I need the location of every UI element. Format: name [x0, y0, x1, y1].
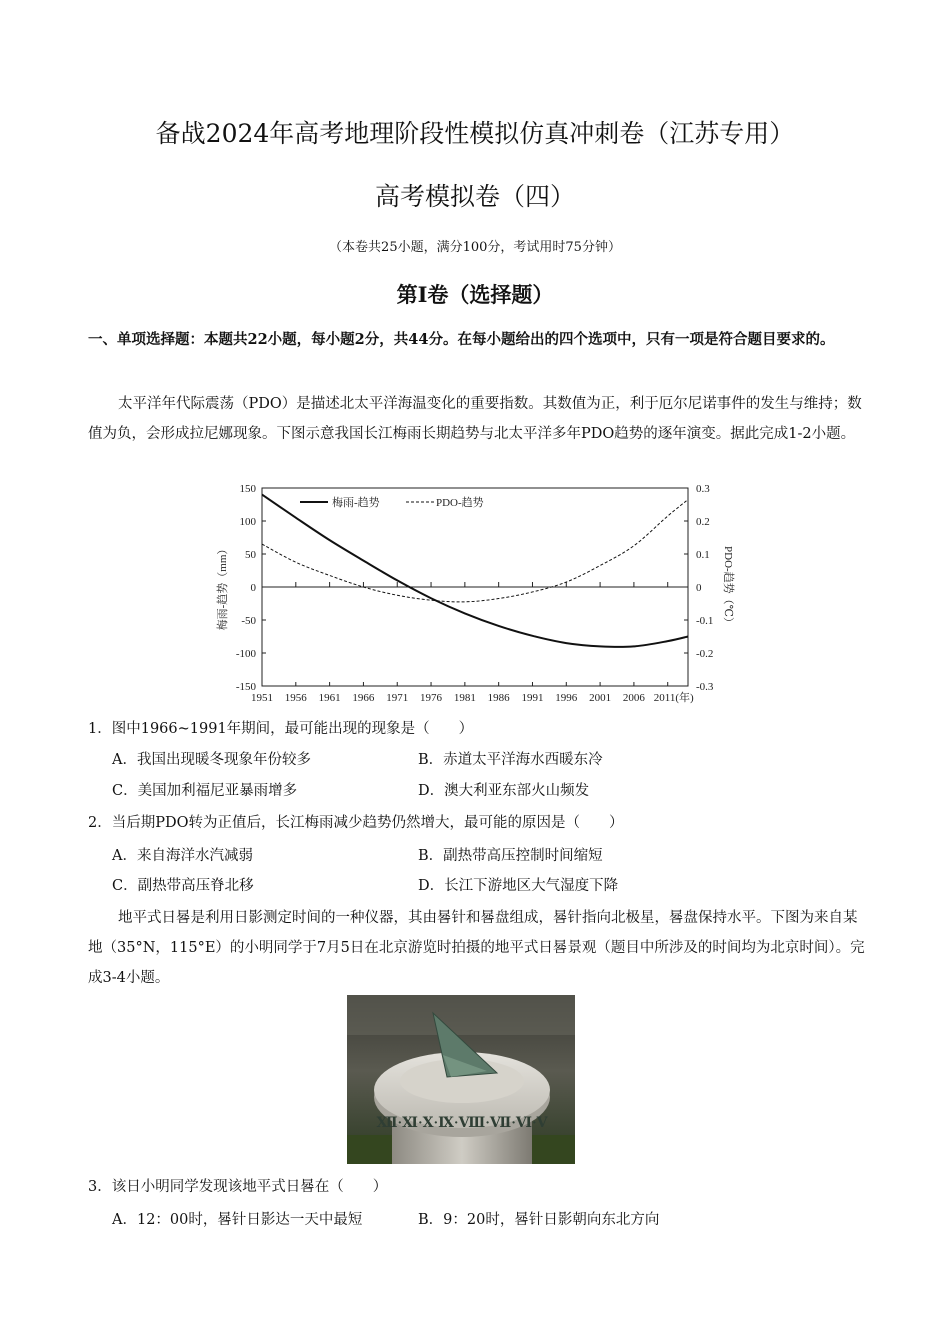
q1-option-d[interactable]: D．澳大利亚东部火山频发 — [418, 783, 590, 799]
q2-option-a[interactable]: A．来自海洋水汽减弱 — [112, 848, 253, 864]
y-right-tick-label: 0.3 — [696, 483, 710, 495]
y-left-tick-label: -100 — [235, 648, 256, 660]
q1-option-b[interactable]: B．赤道太平洋海水西暖东冷 — [418, 752, 603, 768]
exam-note: （本卷共25小题，满分100分，考试用时75分钟） — [329, 240, 621, 255]
q3-option-a[interactable]: A．12：00时，晷针日影达一天中最短 — [112, 1212, 363, 1228]
x-tick-label: 1986 — [487, 692, 510, 704]
exam-title: 备战2024年高考地理阶段性模拟仿真冲刺卷（江苏专用） — [155, 119, 795, 148]
y-left-tick-label: 0 — [250, 582, 256, 594]
q1-option-c[interactable]: C．美国加利福尼亚暴雨增多 — [112, 783, 298, 799]
x-tick-label: 1956 — [284, 692, 307, 704]
y-left-tick-label: -150 — [235, 681, 256, 693]
x-tick-label: 1961 — [318, 692, 341, 704]
y-left-tick-label: 100 — [239, 516, 256, 528]
x-tick-label: 1991 — [521, 692, 544, 704]
legend-label-pdo: PDO-趋势 — [436, 497, 484, 509]
legend-label-meiyu: 梅雨-趋势 — [332, 497, 380, 509]
y-left-tick-label: 150 — [239, 483, 256, 495]
y-right-tick-label: 0 — [696, 582, 702, 594]
passage-pdo: 太平洋年代际震荡（PDO）是描述北太平洋海温变化的重要指数。其数值为正，利于厄尔尼诺事件的发生与维持；数值为负，会形成拉尼娜现象。下图示意我国长江梅雨长期趋势与北太平洋多年PDO趋势的逐年演变。据此完成1-2小题。 — [88, 396, 862, 442]
x-tick-label: 1951 — [251, 692, 273, 704]
x-tick-label: 1996 — [555, 692, 578, 704]
q2-option-b[interactable]: B．副热带高压控制时间缩短 — [418, 848, 603, 864]
x-tick-label: 2001 — [589, 692, 612, 704]
x-tick-label: 1981 — [453, 692, 476, 704]
series-line-meiyu — [262, 495, 688, 647]
y-right-tick-label: -0.2 — [696, 648, 714, 660]
q2-option-c[interactable]: C．副热带高压脊北移 — [112, 878, 254, 894]
exam-subtitle: 高考模拟卷（四） — [374, 182, 575, 211]
y-left-tick-label: 50 — [245, 549, 256, 561]
x-tick-label: 1971 — [386, 692, 409, 704]
y-right-tick-label: 0.1 — [696, 549, 710, 561]
question-2-stem: 2．当后期PDO转为正值后，长江梅雨减少趋势仍然增大，最可能的原因是（ ） — [88, 815, 624, 831]
sundial-photo — [347, 995, 575, 1164]
y-left-axis-label: 梅雨-趋势（mm） — [217, 543, 229, 631]
y-right-tick-label: -0.1 — [696, 615, 714, 627]
y-right-axis-label: PDO-趋势（℃） — [722, 546, 734, 628]
q2-option-d[interactable]: D．长江下游地区大气湿度下降 — [418, 878, 619, 894]
x-tick-label: 2011(年) — [653, 692, 694, 704]
q1-option-a[interactable]: A．我国出现暖冬现象年份较多 — [112, 752, 311, 768]
passage-sundial: 地平式日晷是利用日影测定时间的一种仪器，其由晷针和晷盘组成，晷针指向北极星，晷盘保持水平。下图为来自某地（35°N，115°E）的小明同学于7月5日在北京游览时拍摄的地平式日晷景观（题目中所涉及的时间均为北京时间）。完成3-4小题。 — [88, 910, 865, 986]
question-3-stem: 3．该日小明同学发现该地平式日晷在（ ） — [88, 1179, 388, 1195]
q3-option-b[interactable]: B．9：20时，晷针日影朝向东北方向 — [418, 1212, 660, 1228]
y-right-tick-label: -0.3 — [696, 681, 714, 693]
y-right-tick-label: 0.2 — [696, 516, 710, 528]
pdo-meiyu-chart — [210, 478, 735, 710]
sundial-numerals: Ⅻ·Ⅺ·Ⅹ·Ⅸ·Ⅷ·Ⅶ·Ⅵ·Ⅴ — [376, 1116, 548, 1131]
question-1-stem: 1．图中1966~1991年期间，最可能出现的现象是（ ） — [88, 721, 474, 737]
x-tick-label: 1966 — [352, 692, 375, 704]
volume-title: 第I卷（选择题） — [396, 282, 554, 307]
x-tick-label: 2006 — [622, 692, 645, 704]
x-tick-label: 1976 — [420, 692, 443, 704]
y-left-tick-label: -50 — [241, 615, 256, 627]
section-instruction: 一、单项选择题：本题共22小题，每小题2分，共44分。在每小题给出的四个选项中，只有一项是符合题目要求的。 — [88, 331, 835, 348]
